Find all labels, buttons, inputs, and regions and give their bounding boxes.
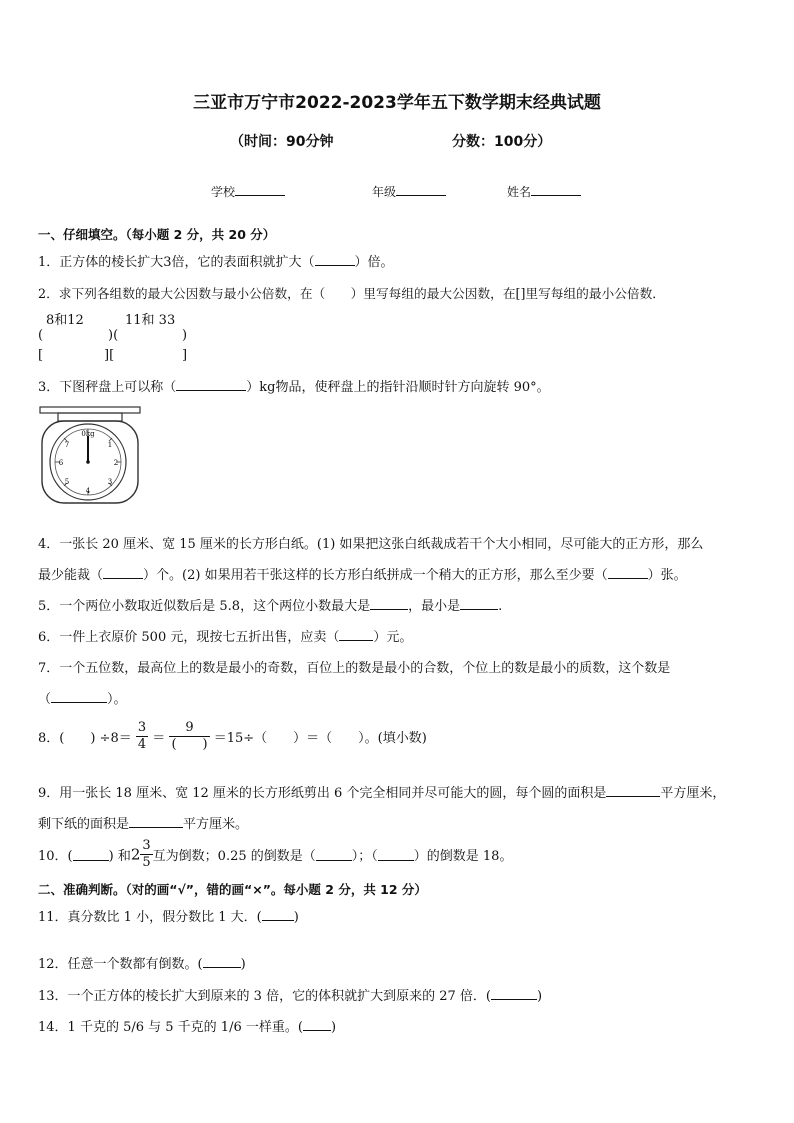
name-field[interactable] [507,183,581,200]
question-1 [38,251,394,270]
q7-text-a: （ [38,692,52,707]
q10-numerator: 3 [142,838,151,853]
q8-text-a: 8．( ) ÷8＝ [38,731,132,746]
q14-blank[interactable] [303,1018,331,1031]
q10-text-c: 互为倒数；0.25 的倒数是（ [152,849,316,864]
q9-text-c: 剩下纸的面积是 [38,817,130,832]
question-14 [38,1016,336,1035]
q2-pair-2: 11和 33 [125,313,176,328]
q5-text-b: ，最小是 [408,599,461,614]
grade-label: 年级 [372,185,397,199]
q10-mixed-whole: 2 [130,845,141,864]
scale-num-5: 5 [64,478,70,486]
q4-text-a: 最少能裁（ [38,568,104,583]
q1-blank[interactable] [315,253,355,266]
scale-num-4: 4 [85,487,91,495]
q2-lcm-blank-1[interactable]: [ [38,348,44,363]
q5-text-a: 5．一个两位小数取近似数后是 5.8，这个两位小数最大是 [38,599,371,614]
q12-text-end: ) [240,957,246,972]
page-title: 三亚市万宁市2022-2023学年五下数学期末经典试题 [193,93,601,113]
question-6 [38,626,412,645]
q10-text-d: ）；（ [351,849,378,864]
q14-text: 14．1 千克的 5/6 与 5 千克的 1/6 一样重。( [38,1020,303,1035]
question-10 [38,838,512,871]
q7-text-b: ）。 [107,692,127,707]
q8-equals: ＝ [152,731,166,746]
q6-blank[interactable] [339,628,373,641]
q2-lcm-blank-2[interactable]: ][ [104,348,115,363]
q8-f2-numerator: 9 [169,720,209,737]
q4-text-c: ）张。 [647,568,687,583]
grade-blank[interactable] [396,183,446,196]
q3-text: 3．下图秤盘上可以称（ [38,380,177,395]
q13-text: 13．一个正方体的棱长扩大到原来的 3 倍，它的体积就扩大到原来的 27 倍．( [38,989,491,1004]
school-blank[interactable] [235,183,285,196]
scale-num-6: 6 [58,459,64,467]
scale-zero-label: 0kg [81,430,95,438]
q14-text-end: ) [330,1020,337,1035]
question-4-line-2 [38,564,687,583]
exam-time: （时间：90分钟 [230,134,334,150]
scale-num-1: 1 [107,441,113,449]
scale-pointer-pivot [86,460,90,464]
q4-blank-1[interactable] [103,566,143,579]
q10-blank-3[interactable] [378,848,414,861]
question-3 [38,376,550,395]
q8-f2-denominator[interactable]: ( ) [171,737,208,752]
q8-fraction-2 [169,720,209,753]
question-2: 2．求下列各组数的最大公因数与最小公倍数，在（ ）里写每组的最大公因数，在[]里写每组的最小公倍数． [38,286,665,301]
question-7-line-2 [38,688,127,707]
q11-text: 11．真分数比 1 小，假分数比 1 大．( [38,910,262,925]
q1-text-end: ）倍。 [354,255,394,270]
q9-blank-1[interactable] [606,784,660,797]
grade-field[interactable] [372,183,446,200]
q10-denominator: 5 [142,855,151,870]
q9-text-a: 9．用一张长 18 厘米、宽 12 厘米的长方形纸剪出 6 个完全相同并尽可能大的圆，每个圆的面积是 [38,786,607,801]
q9-blank-2[interactable] [129,815,183,828]
q8-text-b: ＝15÷（ ）＝（ ）。(填小数) [213,731,427,746]
q10-text-e: ）的倒数是 18。 [413,849,513,864]
q3-blank[interactable] [176,378,246,391]
question-4-line-1: 4．一张长 20 厘米、宽 15 厘米的长方形白纸。(1) 如果把这张白纸裁成若干个大小相同，尽可能大的正方形，那么 [38,537,704,552]
section-1-heading: 一、仔细填空。（每小题 2 分，共 20 分） [38,227,276,242]
name-blank[interactable] [531,183,581,196]
question-11 [38,906,299,925]
q10-text-b: ) 和 [108,849,131,864]
scale-pan-support [58,413,122,421]
q8-f1-numerator: 3 [137,720,147,735]
q12-blank[interactable] [203,955,241,968]
q12-text: 12．任意一个数都有倒数。( [38,957,203,972]
question-9-line-2 [38,813,248,832]
exam-score: 分数：100分） [452,134,552,150]
q7-blank[interactable] [51,690,107,703]
question-7-line-1: 7．一个五位数，最高位上的数是最小的奇数，百位上的数是最小的合数，个位上的数是最小的质数，这个数是 [38,661,671,676]
q11-text-end: ) [293,910,299,925]
school-label: 学校 [211,185,236,199]
school-field[interactable] [211,183,285,200]
question-9-line-1 [38,782,725,801]
q10-blank-1[interactable] [73,848,109,861]
kitchen-scale-illustration [36,404,146,512]
q4-text-b: ）个。(2) 如果用若干张这样的长方形白纸拼成一个稍大的正方形，那么至少要（ [143,568,608,583]
q9-text-d: 平方厘米。 [183,817,249,832]
name-label: 姓名 [507,185,532,199]
q2-gcd-blank-2[interactable]: )( [108,328,119,343]
question-5 [38,595,502,614]
question-8 [38,720,427,753]
question-12 [38,953,246,972]
q10-text-a: 10．( [38,849,73,864]
q5-blank-2[interactable] [460,597,498,610]
scale-num-3: 3 [107,478,113,486]
q11-blank[interactable] [262,908,294,921]
q2-gcd-blank-end: ) [182,328,188,343]
q13-text-end: ) [536,989,543,1004]
q10-blank-2[interactable] [316,848,352,861]
scale-pan [40,407,140,413]
q4-blank-2[interactable] [608,566,648,579]
q10-fraction [140,838,152,871]
scale-num-2: 2 [113,459,119,467]
q9-text-b: 平方厘米， [660,786,726,801]
q5-blank-1[interactable] [370,597,408,610]
q5-text-c: . [498,599,503,614]
q8-fraction-1 [136,720,148,753]
q1-text: 1．正方体的棱长扩大3倍，它的表面积就扩大（ [38,255,315,270]
q2-lcm-blank-end: ] [182,348,188,363]
q6-text-end: ）元。 [373,630,413,645]
question-13 [38,985,542,1004]
q8-f1-denominator: 4 [137,737,147,752]
q2-pair-1: 8和12 [46,313,84,328]
q2-gcd-blank-1[interactable]: ( [38,328,44,343]
scale-num-7: 7 [64,441,70,449]
section-2-heading: 二、准确判断。（对的画“√”，错的画“×”。每小题 2 分，共 12 分） [38,882,427,897]
q3-text-end: ）kg物品，使秤盘上的指针沿顺时针方向旋转 90°。 [246,380,550,395]
q6-text: 6．一件上衣原价 500 元，现按七五折出售，应卖（ [38,630,340,645]
q13-blank[interactable] [491,987,537,1000]
